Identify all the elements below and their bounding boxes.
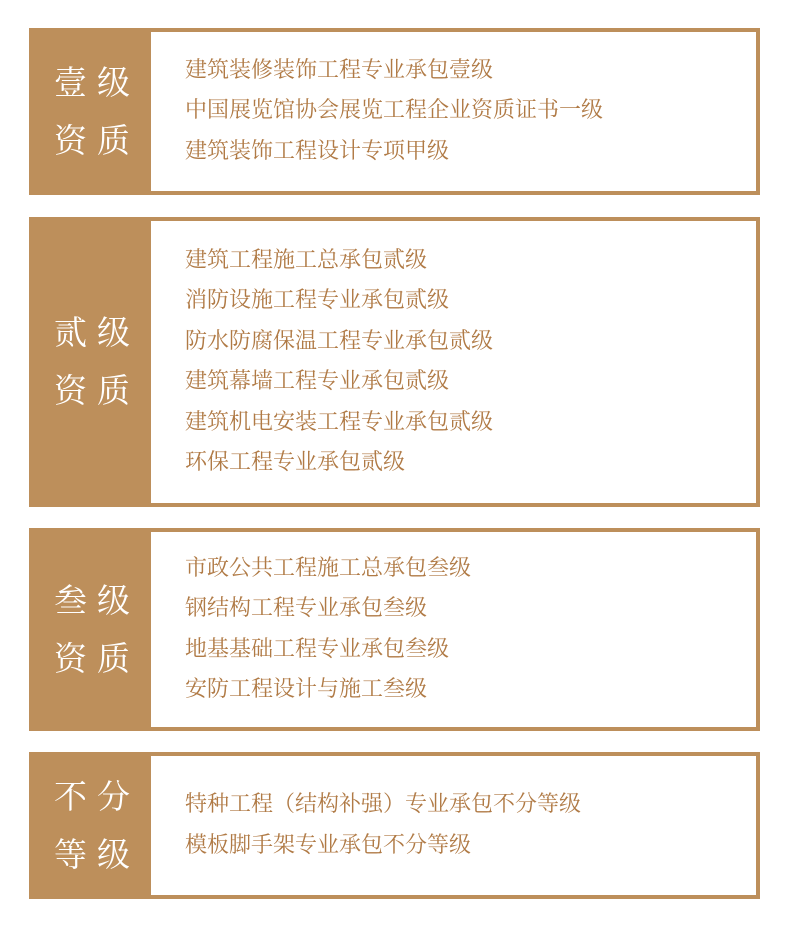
level-1-label-block (33, 32, 151, 191)
qualification-item: 市政公共工程施工总承包叁级 (185, 555, 472, 581)
qualification-item: 安防工程设计与施工叁级 (185, 677, 428, 702)
level-label-line: 等级 (54, 834, 140, 874)
level-3-label-block (33, 532, 151, 727)
qualification-item: 建筑装饰工程设计专项甲级 (185, 138, 450, 164)
qualification-card-no-grade (29, 752, 760, 899)
qualification-card-level-1 (29, 28, 760, 195)
qualification-item: 地基基础工程专业承包叁级 (185, 636, 450, 662)
level-label-line: 不分 (54, 776, 140, 816)
level-label-line: 贰级 (54, 313, 140, 352)
qualification-list (151, 756, 756, 895)
qualification-item: 建筑机电安装工程专业承包贰级 (185, 409, 494, 435)
qualification-item: 模板脚手架专业承包不分等级 (185, 832, 472, 858)
qualification-card-level-3 (29, 528, 760, 731)
no-grade-label-block (33, 756, 151, 895)
qualification-item: 建筑幕墙工程专业承包贰级 (185, 369, 450, 394)
qualification-item: 特种工程（结构补强）专业承包不分等级 (185, 792, 582, 817)
qualification-item: 建筑工程施工总承包贰级 (185, 247, 428, 273)
qualification-list (151, 221, 756, 503)
qualification-item: 建筑装修装饰工程专业承包壹级 (185, 57, 494, 83)
level-label-line: 资质 (54, 120, 140, 160)
level-label-line: 资质 (54, 371, 140, 410)
level-label-line: 资质 (54, 638, 140, 678)
level-2-label-block (33, 221, 151, 503)
qualification-item: 消防设施工程专业承包贰级 (185, 288, 450, 313)
level-label-line: 壹级 (54, 62, 140, 102)
qualification-list (151, 32, 756, 191)
qualification-card-level-2 (29, 217, 760, 507)
qualification-item: 防水防腐保温工程专业承包贰级 (185, 328, 494, 354)
qualification-item: 中国展览馆协会展览工程企业资质证书一级 (185, 98, 604, 124)
qualification-item: 环保工程专业承包贰级 (185, 450, 406, 475)
qualification-item: 钢结构工程专业承包叁级 (185, 596, 428, 621)
qualification-list (151, 532, 756, 727)
level-label-line: 叁级 (54, 580, 140, 620)
